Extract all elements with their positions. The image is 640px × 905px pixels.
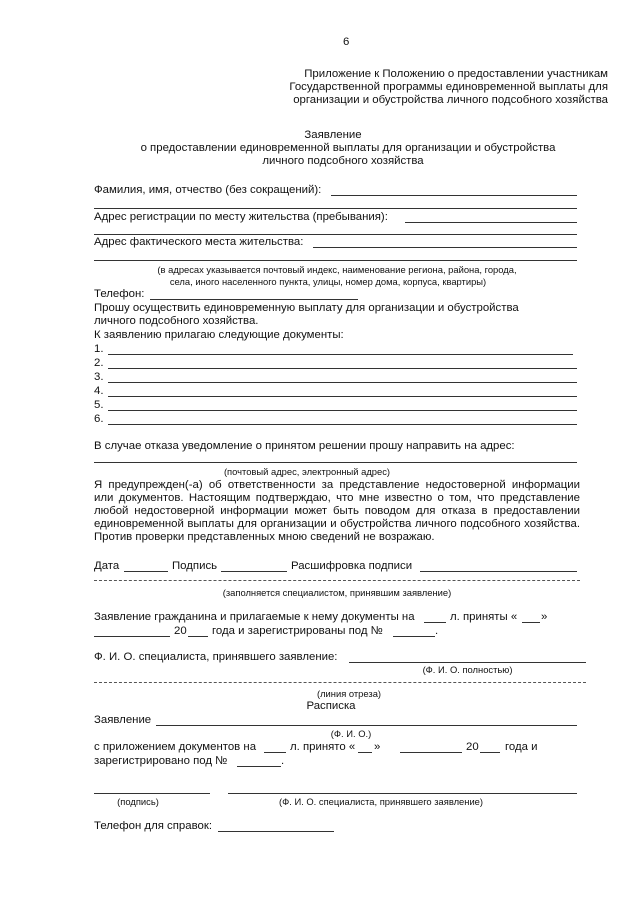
- title-line-1: о предоставлении единовременной выплаты для организации и обустройства: [140, 142, 556, 154]
- accepted-text-3: »: [541, 611, 548, 623]
- receipt-fio-line[interactable]: [156, 725, 577, 726]
- appendix-line-2: Государственной программы единовременной выплаты для: [289, 81, 608, 93]
- receipt-docs-text-2: л. принято «: [290, 741, 356, 753]
- reg-address-label: Адрес регистрации по месту жительства (пребывания):: [94, 211, 388, 223]
- specialist-fio-line[interactable]: [349, 662, 586, 663]
- receipt-registered-period: .: [281, 755, 285, 767]
- title-line-2: личного подсобного хозяйства: [262, 155, 424, 167]
- fio-label: Фамилия, имя, отчество (без сокращений):: [94, 184, 322, 196]
- accepted-day-line[interactable]: [522, 622, 540, 623]
- document-item-number: 1.: [94, 343, 104, 355]
- document-item-line-5[interactable]: [108, 410, 577, 411]
- appendix-line-3: организации и обустройства личного подсобного хозяйства: [293, 94, 608, 106]
- accepted-month-line[interactable]: [94, 636, 170, 637]
- date-label: Дата: [94, 560, 120, 572]
- receipt-docs-text-3: »: [374, 741, 381, 753]
- accepted-period: .: [435, 625, 439, 637]
- receipt-sign-line[interactable]: [94, 793, 210, 794]
- document-item-number: 4.: [94, 385, 104, 397]
- document-item-line-3[interactable]: [108, 382, 577, 383]
- receipt-spec-fio-line[interactable]: [228, 793, 577, 794]
- address-note-1: (в адресах указывается почтовый индекс, наименование региона, района, города,: [157, 264, 517, 275]
- page-number: 6: [343, 36, 350, 48]
- receipt-year-line[interactable]: [480, 752, 500, 753]
- warning-paragraph: Я предупрежден(-а) об ответственности за представление недостоверной информации или документов. Настоящим подтверждаю, что мне известно о том, что представление любой недостоверной информации может быть поводом для отказа в предоставлении единовременной выплаты для организации и обустройства личного подсобного хозяйства. Против проверки представленных мною сведений не возражаю.: [94, 479, 580, 543]
- accepted-number-line[interactable]: [393, 636, 435, 637]
- receipt-number-line[interactable]: [237, 766, 281, 767]
- decoding-input-line[interactable]: [420, 571, 577, 572]
- receipt-sheets-line[interactable]: [264, 752, 286, 753]
- receipt-registered-text: зарегистрировано под №: [94, 755, 228, 767]
- decoding-label: Расшифровка подписи: [291, 560, 413, 572]
- document-item-line-2[interactable]: [108, 368, 577, 369]
- document-item-line-4[interactable]: [108, 396, 577, 397]
- refusal-note: (почтовый адрес, электронный адрес): [223, 466, 391, 477]
- document-item-line-1[interactable]: [108, 354, 573, 355]
- receipt-sign-note: (подпись): [117, 796, 159, 807]
- fio-input-line[interactable]: [331, 195, 577, 196]
- accepted-year-line[interactable]: [188, 636, 208, 637]
- accepted-sheets-line[interactable]: [424, 622, 446, 623]
- fio-input-line-2[interactable]: [94, 208, 577, 209]
- reg-address-input-line[interactable]: [405, 222, 577, 223]
- fact-address-input-line-2[interactable]: [94, 260, 577, 261]
- document-item-number: 5.: [94, 399, 104, 411]
- receipt-docs-text-1: с приложением документов на: [94, 741, 257, 753]
- fact-address-label: Адрес фактического места жительства:: [94, 236, 304, 248]
- refusal-address-line[interactable]: [94, 462, 577, 463]
- specialist-fio-note: (Ф. И. О. полностью): [422, 664, 513, 675]
- date-input-line[interactable]: [124, 571, 168, 572]
- receipt-spec-note: (Ф. И. О. специалиста, принявшего заявление): [278, 796, 484, 807]
- phone-input-line[interactable]: [150, 299, 358, 300]
- document-item-line-6[interactable]: [108, 424, 577, 425]
- sign-input-line[interactable]: [221, 571, 287, 572]
- receipt-docs-text-5: года и: [505, 741, 538, 753]
- cut-line-note: (линия отреза): [316, 688, 382, 699]
- request-line-2: личного подсобного хозяйства.: [94, 315, 259, 327]
- receipt-phone-label: Телефон для справок:: [94, 820, 212, 832]
- specialist-fio-label: Ф. И. О. специалиста, принявшего заявление:: [94, 651, 338, 663]
- accepted-text-2: л. приняты «: [450, 611, 518, 623]
- specialist-separator: [94, 580, 580, 581]
- address-note-2: села, иного населенного пункта, улицы, номер дома, корпуса, квартиры): [169, 276, 487, 287]
- receipt-day-line[interactable]: [358, 752, 372, 753]
- receipt-heading: Расписка: [306, 700, 356, 712]
- fact-address-input-line[interactable]: [313, 247, 577, 248]
- sign-label: Подпись: [172, 560, 218, 572]
- document-item-number: 6.: [94, 413, 104, 425]
- refusal-text: В случае отказа уведомление о принятом решении прошу направить на адрес:: [94, 440, 515, 452]
- accepted-text-1: Заявление гражданина и прилагаемые к нему документы на: [94, 611, 415, 623]
- accepted-registered-text: года и зарегистрированы под №: [212, 625, 383, 637]
- reg-address-input-line-2[interactable]: [94, 234, 577, 235]
- appendix-line-1: Приложение к Положению о предоставлении участникам: [304, 68, 608, 80]
- specialist-fill-note: (заполняется специалистом, принявшим заявление): [222, 587, 452, 598]
- receipt-year-prefix: 20: [466, 741, 479, 753]
- receipt-fio-note: (Ф. И. О.): [330, 728, 372, 739]
- phone-label: Телефон:: [94, 288, 145, 300]
- cut-line: [94, 682, 586, 683]
- receipt-statement-label: Заявление: [94, 714, 152, 726]
- title-heading: Заявление: [304, 129, 362, 141]
- receipt-month-line[interactable]: [400, 752, 462, 753]
- request-line-1: Прошу осуществить единовременную выплату для организации и обустройства: [94, 302, 519, 314]
- receipt-phone-line[interactable]: [218, 831, 334, 832]
- document-item-number: 3.: [94, 371, 104, 383]
- documents-intro: К заявлению прилагаю следующие документы:: [94, 329, 344, 341]
- document-item-number: 2.: [94, 357, 104, 369]
- accepted-year-prefix: 20: [174, 625, 187, 637]
